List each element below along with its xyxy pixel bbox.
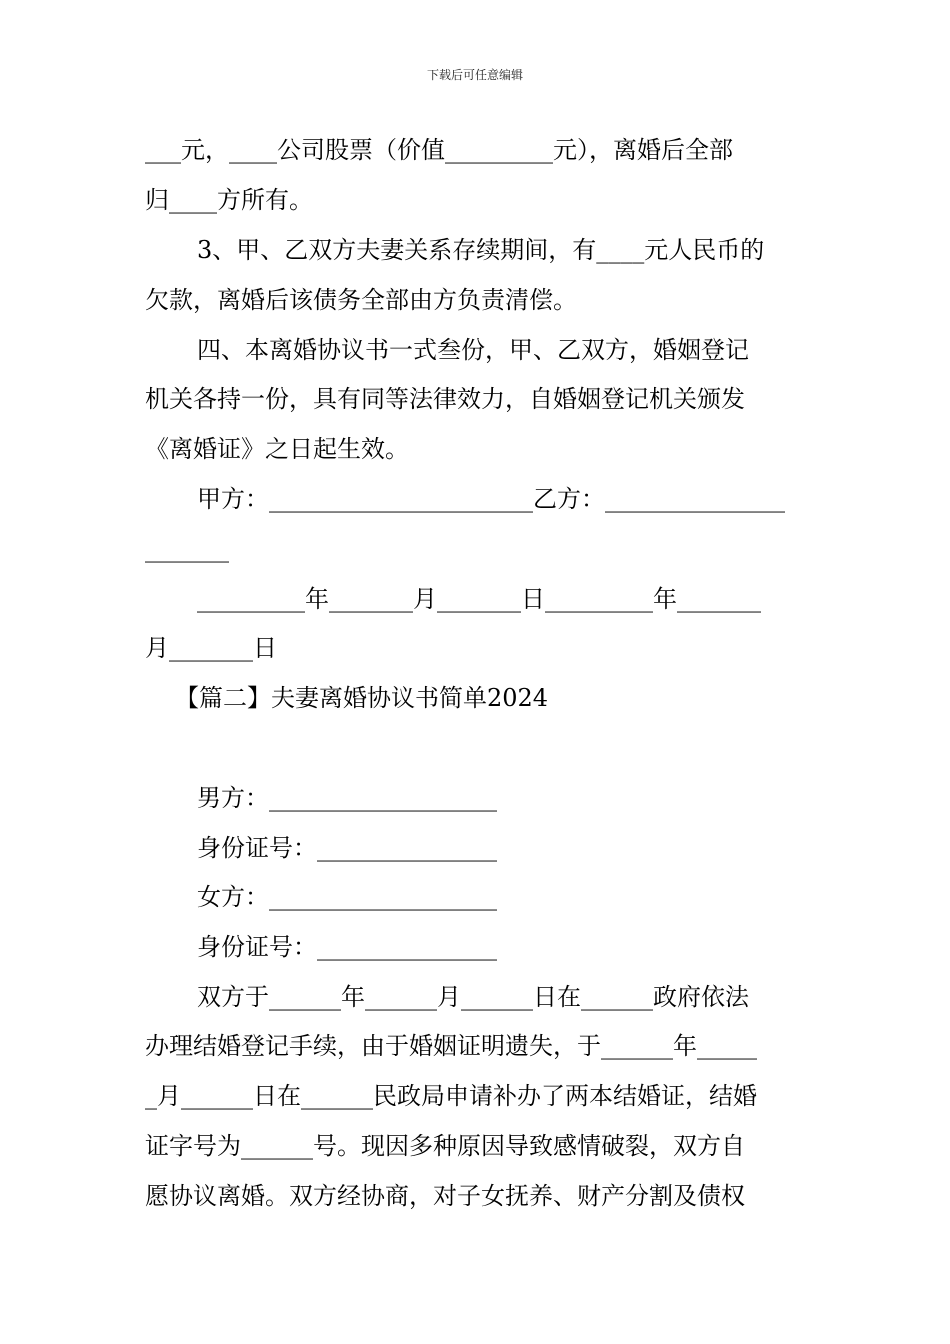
text-line: 机关各持一份，具有同等法律效力，自婚姻登记机关颁发: [145, 385, 745, 413]
date-line: _________年_______月_______日_________年_______: [197, 585, 761, 613]
page-header: 下载后可任意编辑: [426, 68, 523, 82]
body-line: 愿协议离婚。双方经协商，对子女抚养、财产分割及债权: [145, 1182, 745, 1210]
text-line: ___元，____公司股票（价值_________元），离婚后全部: [145, 136, 733, 164]
form-field-male-id: 身份证号：_______________: [197, 834, 497, 862]
form-field-female-id: 身份证号：_______________: [197, 933, 497, 961]
body-line: 证字号为______号。现因多种原因导致感情破裂，双方自: [145, 1132, 745, 1160]
signature-line: 甲方：______________________乙方：_______________: [197, 485, 785, 513]
text-line: 欠款，离婚后该债务全部由方负责清偿。: [145, 286, 577, 314]
section-title: 【篇二】夫妻离婚协议书简单2024: [175, 684, 549, 712]
body-line: _月______日在______民政局申请补办了两本结婚证，结婚: [145, 1082, 757, 1110]
text-line: 3、甲、乙双方夫妻关系存续期间，有____元人民币的: [197, 236, 765, 264]
form-field-female: 女方：___________________: [197, 883, 497, 911]
text-line: 四、本离婚协议书一式叁份，甲、乙双方，婚姻登记: [197, 336, 749, 364]
form-field-male: 男方：___________________: [197, 784, 497, 812]
signature-line-continued: _______: [145, 535, 229, 563]
body-line: 办理结婚登记手续，由于婚姻证明遗失，于______年_____: [145, 1032, 757, 1060]
text-line: 《离婚证》之日起生效。: [145, 435, 409, 463]
date-line-continued: 月_______日: [145, 634, 277, 662]
text-line: 归____方所有。: [145, 186, 313, 214]
body-line: 双方于______年______月______日在______政府依法: [197, 983, 749, 1011]
